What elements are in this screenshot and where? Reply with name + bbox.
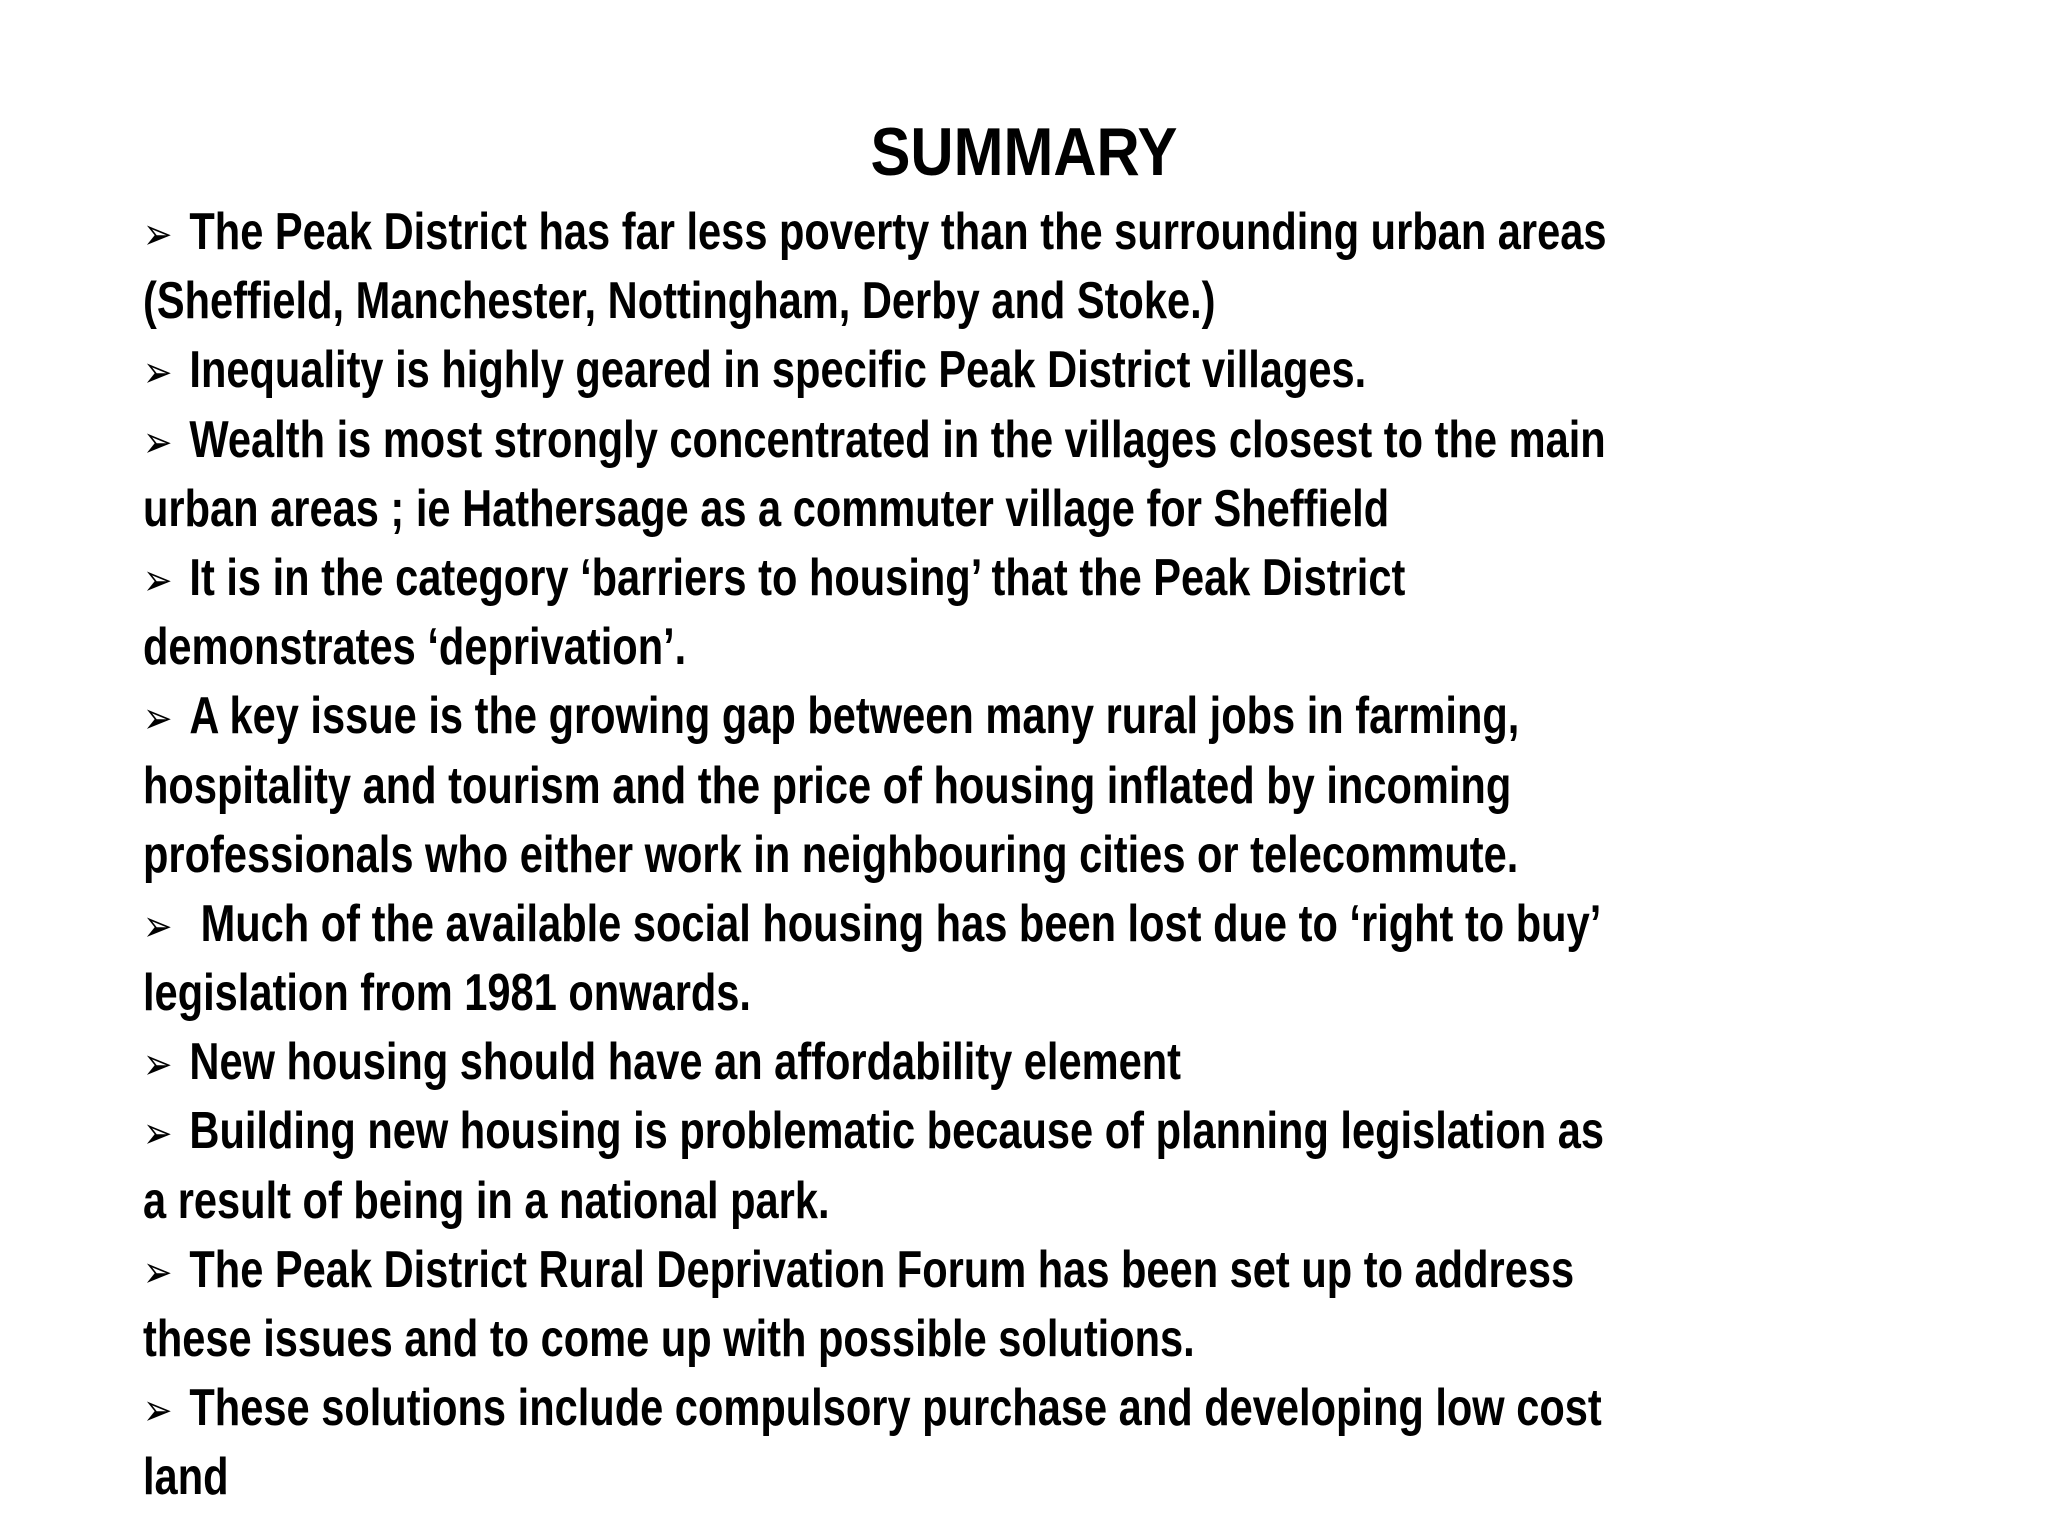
- bullet-text: hospitality and tourism and the price of housing inflated by incoming: [143, 756, 1512, 815]
- arrowhead-bullet-icon: ➢: [143, 1246, 173, 1298]
- arrowhead-bullet-icon: ➢: [143, 1108, 173, 1160]
- bullet-item-continuation: [143, 752, 1583, 821]
- bullet-text: land: [143, 1448, 229, 1507]
- bullet-text: urban areas ; ie Hathersage as a commuter village for Sheffield: [143, 479, 1390, 538]
- bullet-item-continuation: [143, 613, 1583, 682]
- bullet-text: legislation from 1981 onwards.: [143, 964, 751, 1023]
- bullet-text: these issues and to come up with possible solutions.: [143, 1310, 1195, 1368]
- bullet-text: a result of being in a national park.: [143, 1171, 830, 1230]
- bullet-item-continuation: [143, 1167, 1583, 1236]
- bullet-text: A key issue is the growing gap between many rural jobs in farming,: [189, 687, 1520, 746]
- bullet-item-continuation: [143, 267, 1583, 336]
- bullet-item: [143, 890, 1602, 959]
- bullet-item: [143, 1097, 1604, 1166]
- bullet-item: [143, 1236, 1583, 1305]
- bullet-item: [143, 544, 1583, 613]
- bullet-text: The Peak District Rural Deprivation Forum has been set up to address: [189, 1240, 1575, 1299]
- arrowhead-bullet-icon: ➢: [143, 1039, 173, 1091]
- bullet-text: demonstrates ‘deprivation’.: [143, 618, 687, 677]
- arrowhead-bullet-icon: ➢: [143, 693, 173, 745]
- bullet-text: (Sheffield, Manchester, Nottingham, Derby and Stoke.): [143, 272, 1216, 331]
- bullet-item-continuation: [143, 475, 1583, 544]
- page-title: SUMMARY: [870, 114, 1178, 190]
- arrowhead-bullet-icon: ➢: [143, 416, 173, 468]
- bullet-text: These solutions include compulsory purchase and developing low cost: [189, 1379, 1602, 1438]
- arrowhead-bullet-icon: ➢: [143, 1385, 173, 1437]
- summary-list: [143, 198, 1943, 1513]
- bullet-text: New housing should have an affordability element: [189, 1033, 1182, 1092]
- bullet-text: The Peak District has far less poverty than the surrounding urban areas: [189, 203, 1607, 261]
- arrowhead-bullet-icon: ➢: [143, 900, 173, 952]
- bullet-item-continuation: [143, 1443, 1583, 1512]
- bullet-text: Building new housing is problematic because of planning legislation as: [189, 1102, 1604, 1161]
- bullet-text: Much of the available social housing has been lost due to ‘right to buy’: [200, 894, 1602, 953]
- bullet-text: Inequality is highly geared in specific Peak District villages.: [189, 341, 1367, 400]
- bullet-item-continuation: [143, 821, 1583, 890]
- bullet-item: [143, 1374, 1602, 1443]
- arrowhead-bullet-icon: ➢: [143, 347, 173, 399]
- bullet-item: [143, 682, 1583, 751]
- bullet-item: [143, 406, 1606, 475]
- arrowhead-bullet-icon: ➢: [143, 554, 173, 606]
- bullet-item: [143, 1028, 1583, 1097]
- bullet-text: It is in the category ‘barriers to housing’ that the Peak District: [189, 548, 1406, 607]
- bullet-text: Wealth is most strongly concentrated in the villages closest to the main: [189, 410, 1606, 469]
- bullet-item: [143, 198, 1607, 267]
- bullet-item: [143, 336, 1583, 405]
- bullet-text: professionals who either work in neighbouring cities or telecommute.: [143, 825, 1519, 884]
- bullet-item-continuation: [143, 1305, 1583, 1374]
- arrowhead-bullet-icon: ➢: [143, 209, 173, 260]
- bullet-item-continuation: [143, 959, 1583, 1028]
